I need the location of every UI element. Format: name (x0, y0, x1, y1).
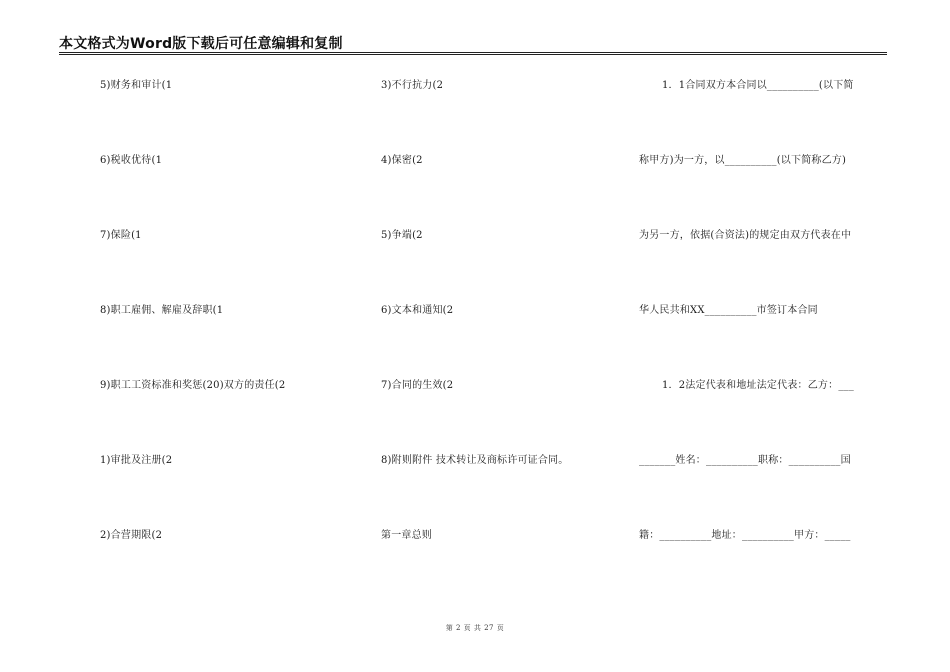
body-text-line: 称甲方)为一方，以__________(以下简称乙方) (639, 155, 847, 166)
page-number-footer: 第 2 页 共 27 页 (445, 624, 505, 632)
body-text-line: 籍：__________地址：__________甲方：_____ (639, 530, 851, 541)
toc-line: 2)合营期限(2 (100, 530, 163, 541)
toc-line: 6)税收优待(1 (100, 155, 163, 166)
header-rule-bottom (59, 54, 887, 55)
toc-line: 7)保险(1 (100, 230, 142, 241)
body-text-line: 1．2法定代表和地址法定代表：乙方：___ (662, 380, 854, 391)
header-rule-top (59, 52, 887, 53)
toc-line: 1)审批及注册(2 (100, 455, 173, 466)
toc-line: 8)附则附件 技术转让及商标许可证合同。 (381, 455, 569, 466)
chapter-heading: 第一章总则 (381, 530, 432, 541)
toc-line: 3)不行抗力(2 (381, 80, 444, 91)
toc-line: 8)职工雇佣、解雇及辞职(1 (100, 305, 224, 316)
toc-line: 5)争端(2 (381, 230, 423, 241)
body-text-line: 为另一方，依据(合资法)的规定由双方代表在中 (639, 230, 852, 241)
toc-line: 4)保密(2 (381, 155, 423, 166)
toc-line: 9)职工工资标准和奖惩(20)双方的责任(2 (100, 380, 286, 391)
body-text-line: 1．1合同双方本合同以__________(以下简 (662, 80, 854, 91)
document-header-title: 本文格式为Word版下载后可任意编辑和复制 (59, 36, 343, 52)
body-text-line: _______姓名：__________职称：__________国 (639, 455, 851, 466)
toc-line: 5)财务和审计(1 (100, 80, 173, 91)
toc-line: 7)合同的生效(2 (381, 380, 454, 391)
toc-line: 6)文本和通知(2 (381, 305, 454, 316)
body-text-line: 华人民共和XX__________市签订本合同 (639, 305, 818, 316)
